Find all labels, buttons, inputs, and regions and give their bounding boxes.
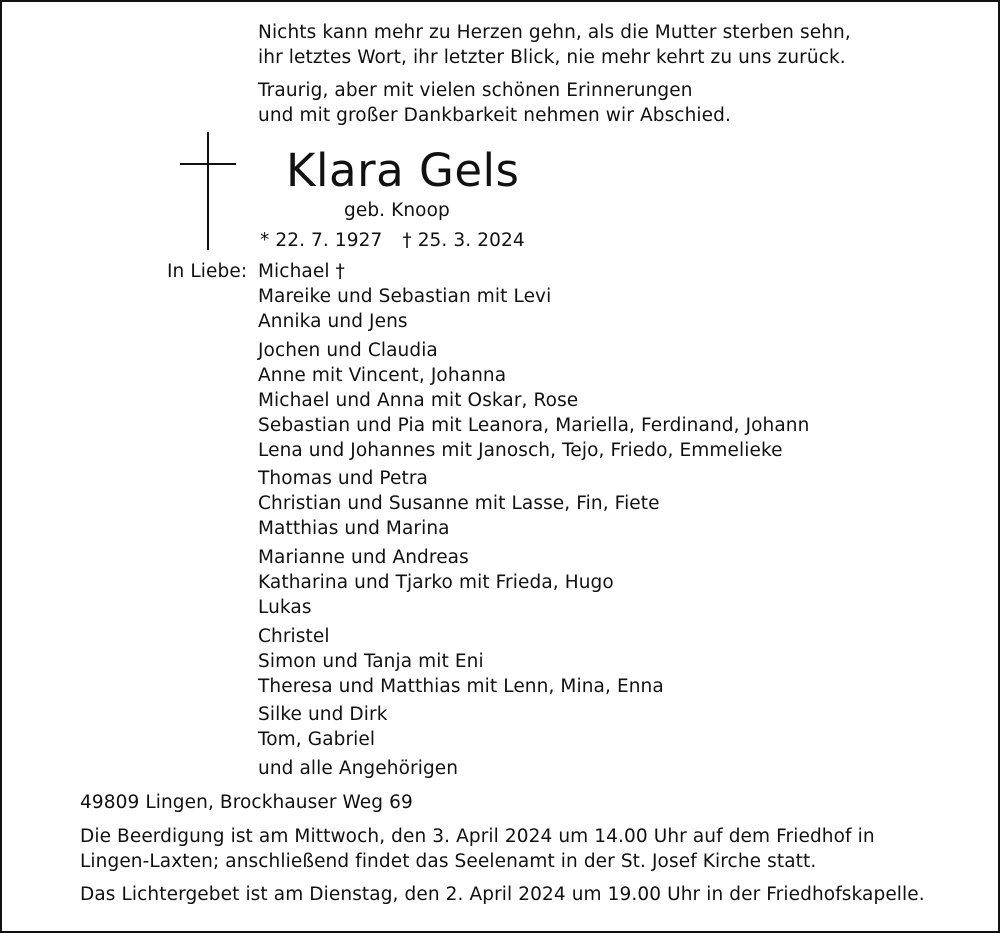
address: 49809 Lingen, Brockhauser Weg 69 bbox=[80, 792, 413, 813]
mourner-group bbox=[258, 702, 809, 752]
mourner-group bbox=[258, 259, 809, 334]
mourner-line: Tom, Gabriel bbox=[258, 729, 376, 751]
verse bbox=[258, 20, 851, 70]
cross-icon bbox=[180, 132, 236, 250]
deceased-name: Klara Gels bbox=[286, 144, 520, 197]
life-dates bbox=[260, 228, 525, 253]
mourner-group bbox=[258, 545, 809, 620]
mourner-group bbox=[258, 338, 809, 463]
death-date: † 25. 3. 2024 bbox=[402, 230, 525, 251]
intro-text bbox=[258, 78, 731, 128]
mourner-line: Michael und Anna mit Oskar, Rose bbox=[258, 389, 579, 411]
mourner-group bbox=[258, 624, 809, 699]
mourner-line: Annika und Jens bbox=[258, 311, 408, 332]
mourner-line: Katharina und Tjarko mit Frieda, Hugo bbox=[258, 572, 614, 594]
mourners-list bbox=[258, 259, 809, 781]
funeral-line: Lingen-Laxten; anschließend findet das Seelenamt in der St. Josef Kirche statt. bbox=[80, 851, 817, 872]
mourner-line: Lena und Johannes mit Janosch, Tejo, Friedo, Emmelieke bbox=[258, 439, 783, 461]
mourner-line: Anne mit Vincent, Johanna bbox=[258, 364, 507, 386]
intro-line: Traurig, aber mit vielen schönen Erinnerungen bbox=[258, 80, 693, 101]
mourner-line: Thomas und Petra bbox=[258, 468, 428, 490]
mourners-label: In Liebe: bbox=[167, 261, 248, 282]
mourner-line: Theresa und Matthias mit Lenn, Mina, Enna bbox=[258, 675, 664, 697]
prayer-info: Das Lichtergebet ist am Dienstag, den 2. April 2024 um 19.00 Uhr in der Friedhofskapelle. bbox=[80, 884, 925, 905]
intro-line: und mit großer Dankbarkeit nehmen wir Abschied. bbox=[258, 105, 731, 126]
mourner-line: Silke und Dirk bbox=[258, 704, 388, 726]
funeral-line: Die Beerdigung ist am Mittwoch, den 3. April 2024 um 14.00 Uhr auf dem Friedhof in bbox=[80, 826, 875, 847]
verse-line: ihr letztes Wort, ihr letzter Blick, nie mehr kehrt zu uns zurück. bbox=[258, 47, 846, 68]
funeral-info bbox=[80, 824, 875, 874]
mourner-line: Lukas bbox=[258, 597, 312, 619]
mourner-line: Simon und Tanja mit Eni bbox=[258, 650, 484, 672]
mourner-line: Christel bbox=[258, 625, 330, 647]
mourner-line: Jochen und Claudia bbox=[258, 339, 438, 361]
mourner-line: Christian und Susanne mit Lasse, Fin, Fiete bbox=[258, 493, 660, 515]
mourner-line: und alle Angehörigen bbox=[258, 758, 459, 780]
mourner-group bbox=[258, 756, 809, 781]
mourner-line: Michael † bbox=[258, 261, 345, 282]
mourner-line: Mareike und Sebastian mit Levi bbox=[258, 286, 552, 307]
maiden-name: geb. Knoop bbox=[344, 200, 450, 221]
mourner-group bbox=[258, 466, 809, 541]
mourner-line: Marianne und Andreas bbox=[258, 547, 469, 569]
birth-date: * 22. 7. 1927 bbox=[260, 230, 383, 251]
verse-line: Nichts kann mehr zu Herzen gehn, als die Mutter sterben sehn, bbox=[258, 22, 851, 43]
mourner-line: Matthias und Marina bbox=[258, 518, 450, 540]
mourner-line: Sebastian und Pia mit Leanora, Mariella, Ferdinand, Johann bbox=[258, 414, 810, 436]
